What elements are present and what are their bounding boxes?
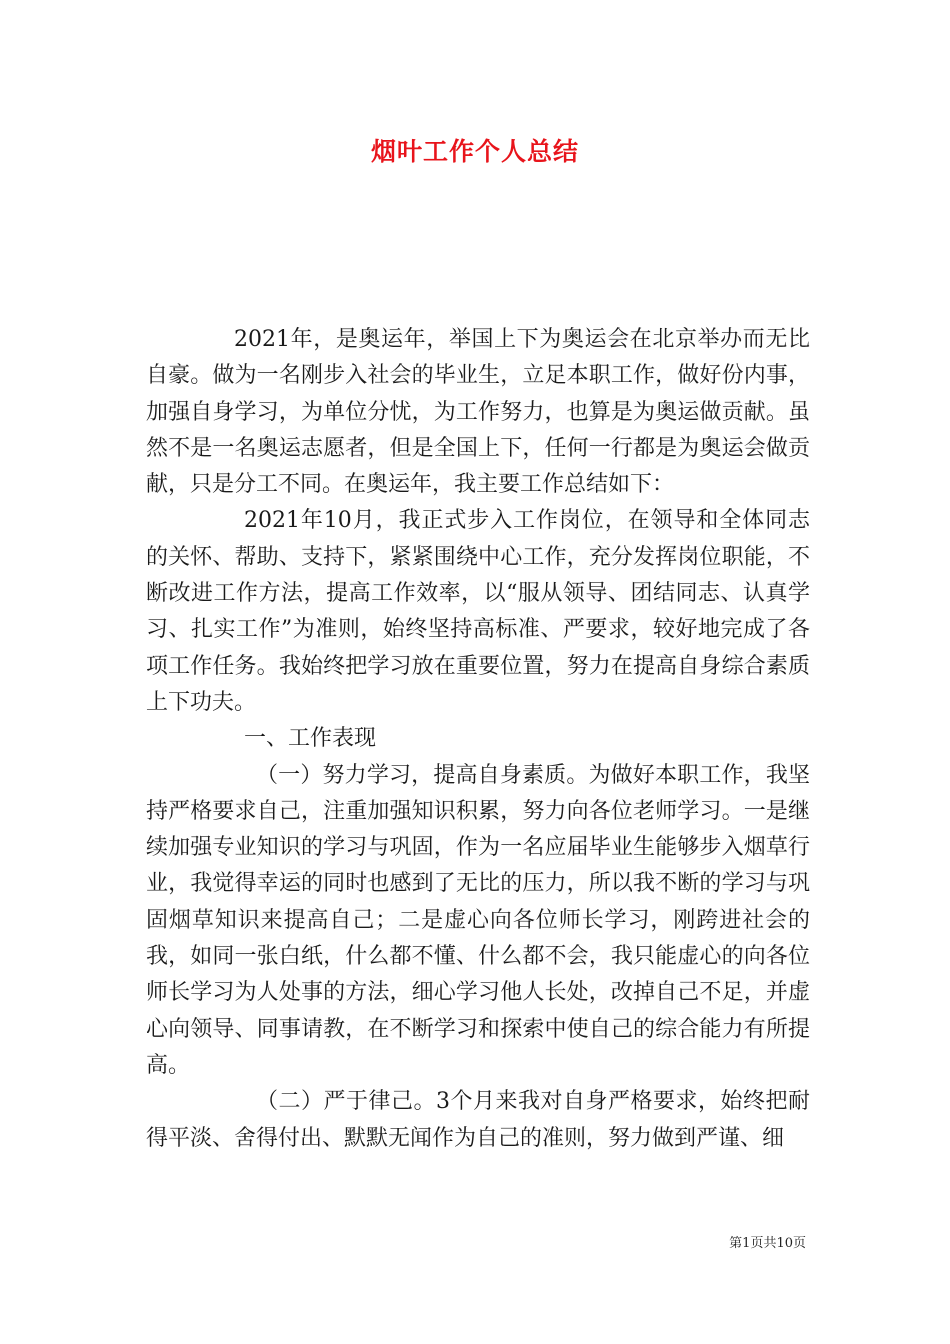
page-number-footer: 第1页共10页 [729, 1236, 806, 1251]
paragraph-study: （一）努力学习，提高自身素质。为做好本职工作，我坚持严格要求自己，注重加强知识积累，努力向各位老师学习。一是继续加强专业知识的学习与巩固，作为一名应届毕业生能够步入烟草行业，我觉得幸运的同时也感到了无比的压力，所以我不断的学习与巩固烟草知识来提高自己；二是虚心向各位师长学习，刚跨进社会的我，如同一张白纸，什么都不懂、什么都不会，我只能虚心的向各位师长学习为人处事的方法，细心学习他人长处，改掉自己不足，并虚心向领导、同事请教，在不断学习和探索中使自己的综合能力有所提高。 [146, 762, 810, 1078]
document-title: 烟叶工作个人总结 [370, 137, 579, 166]
document-body [146, 322, 810, 1157]
paragraph-intro: 2021年，是奥运年，举国上下为奥运会在北京举办而无比自豪。做为一名刚步入社会的毕业生，立足本职工作，做好份内事，加强自身学习，为单位分忧，为工作努力，也算是为奥运做贡献。虽然不是一名奥运志愿者，但是全国上下，任何一行都是为奥运会做贡献，只是分工不同。在奥运年，我主要工作总结如下： [146, 327, 810, 498]
section-heading-work-performance: 一、工作表现 [244, 726, 377, 752]
paragraph-overview: 2021年10月，我正式步入工作岗位，在领导和全体同志的关怀、帮助、支持下，紧紧围绕中心工作，充分发挥岗位职能，不断改进工作方法，提高工作效率，以“服从领导、团结同志、认真学习、扎实工作”为准则，始终坚持高标准、严要求，较好地完成了各项工作任务。我始终把学习放在重要位置，努力在提高自身综合素质上下功夫。 [146, 508, 810, 715]
paragraph-self-discipline: （二）严于律己。3个月来我对自身严格要求，始终把耐得平淡、舍得付出、默默无闻作为自己的准则，努力做到严谨、细 [146, 1089, 810, 1151]
